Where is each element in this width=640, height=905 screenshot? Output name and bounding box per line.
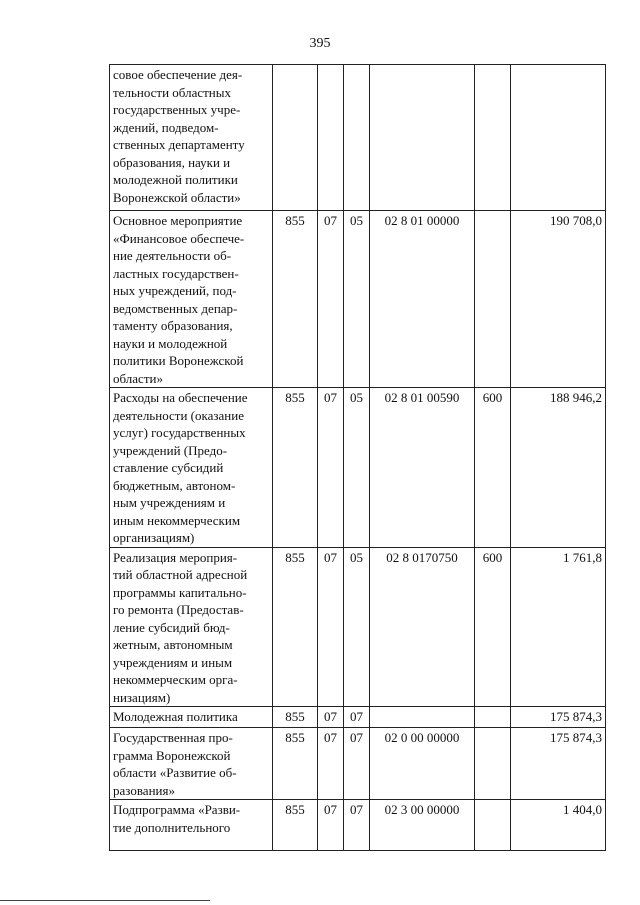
row-name-cell [110,547,273,707]
target-article-cell [370,707,475,728]
name-line: Воронежской области» [113,189,241,205]
name-line: ластных государствен- [113,265,239,281]
section-code-cell: 07 [318,728,344,800]
table-row [110,211,606,388]
ministry-code-cell: 855 [273,800,318,851]
expense-type-cell [475,728,511,800]
subsection-code-cell [344,65,370,211]
name-line: ставление субсидий [113,460,224,475]
name-line: тий областной адресной [113,567,248,582]
name-line: Реализация мероприя- [113,549,238,565]
target-article-cell: 02 8 01 00590 [370,388,475,548]
name-line: го ремонта (Предостав- [113,602,244,617]
section-code-cell: 07 [318,211,344,388]
name-line: иным некоммерческим [113,512,241,528]
amount-cell: 1 404,0 [511,800,606,851]
expense-type-cell: 600 [475,547,511,707]
section-code-cell: 07 [318,547,344,707]
name-line: политики Воронежской [113,353,244,368]
ministry-code-cell: 855 [273,547,318,707]
name-line: науки и молодежной [113,335,228,351]
name-line: ведомственных депар- [113,300,238,316]
name-line: жетным, автономным [113,637,233,652]
name-line: ждений, подведом- [113,119,219,135]
name-line: ным учреждениям и [113,495,226,510]
name-line: тие дополнительного [113,819,231,835]
page-number: 395 [309,36,331,51]
name-line: ственных департаменту [113,137,245,152]
amount-cell: 1 761,8 [511,547,606,707]
name-line: Подпрограмма «Разви- [113,802,241,817]
name-line: программы капитально- [113,584,247,600]
name-line: учреждений (Предо- [113,442,228,458]
expense-type-cell [475,211,511,388]
section-code-cell: 07 [318,800,344,851]
name-line: ние деятельности об- [113,248,232,263]
table-row [110,388,606,548]
subsection-code-cell: 07 [344,800,370,851]
section-code-cell [318,65,344,211]
name-line: ление субсидий бюд- [113,619,230,635]
ministry-code-cell: 855 [273,211,318,388]
amount-cell: 188 946,2 [511,388,606,548]
table-row [110,728,606,800]
subsection-code-cell: 05 [344,388,370,548]
name-line: деятельности (оказание [113,407,244,423]
name-line: совое обеспечение дея- [113,67,243,82]
expense-type-cell [475,800,511,851]
section-code-cell: 07 [318,388,344,548]
name-line: Государственная про- [113,730,233,745]
amount-cell: 190 708,0 [511,211,606,388]
ministry-code-cell [273,65,318,211]
target-article-cell: 02 3 00 00000 [370,800,475,851]
target-article-cell: 02 8 01 00000 [370,211,475,388]
section-code-cell: 07 [318,707,344,728]
name-line: области «Развитие об- [113,765,237,780]
name-line: Основное мероприятие [113,213,243,228]
table-body [110,65,606,851]
name-line: «Финансовое обеспече- [113,230,245,246]
target-article-cell: 02 8 0170750 [370,547,475,707]
name-line: Расходы на обеспечение [113,390,248,405]
table-row [110,547,606,707]
name-line: учреждениям и иным [113,654,233,670]
row-name-cell [110,211,273,388]
name-line: области» [113,370,163,386]
name-line: образования, науки и [113,154,231,170]
name-line: разования» [113,782,175,798]
name-line: грамма Воронежской [113,747,231,763]
amount-cell [511,65,606,211]
amount-cell: 175 874,3 [511,728,606,800]
budget-table [109,64,606,851]
table-row [110,65,606,211]
name-line: ных учреждений, под- [113,283,237,298]
subsection-code-cell: 07 [344,707,370,728]
name-line: тельности областных [113,84,231,100]
name-line: низациям) [113,689,171,705]
row-name-cell [110,65,273,211]
name-line: государственных учре- [113,102,241,117]
target-article-cell [370,65,475,211]
name-line: бюджетным, автоном- [113,477,236,493]
name-line: молодежной политики [113,172,238,187]
row-name-cell [110,728,273,800]
expense-type-cell [475,707,511,728]
ministry-code-cell: 855 [273,707,318,728]
row-name-cell [110,800,273,851]
ministry-code-cell: 855 [273,388,318,548]
name-line: таменту образования, [113,318,233,333]
name-line: некоммерческим орга- [113,672,238,687]
subsection-code-cell: 05 [344,211,370,388]
ministry-code-cell: 855 [273,728,318,800]
name-line: услуг) государственных [113,425,246,440]
expense-type-cell: 600 [475,388,511,548]
name-line: Молодежная политика [113,709,238,724]
subsection-code-cell: 07 [344,728,370,800]
target-article-cell: 02 0 00 00000 [370,728,475,800]
amount-cell: 175 874,3 [511,707,606,728]
footnote-rule [0,900,210,901]
expense-type-cell [475,65,511,211]
table-row [110,800,606,851]
table-row [110,707,606,728]
subsection-code-cell: 05 [344,547,370,707]
row-name-cell [110,388,273,548]
row-name-cell [110,707,273,728]
name-line: организациям) [113,530,195,545]
